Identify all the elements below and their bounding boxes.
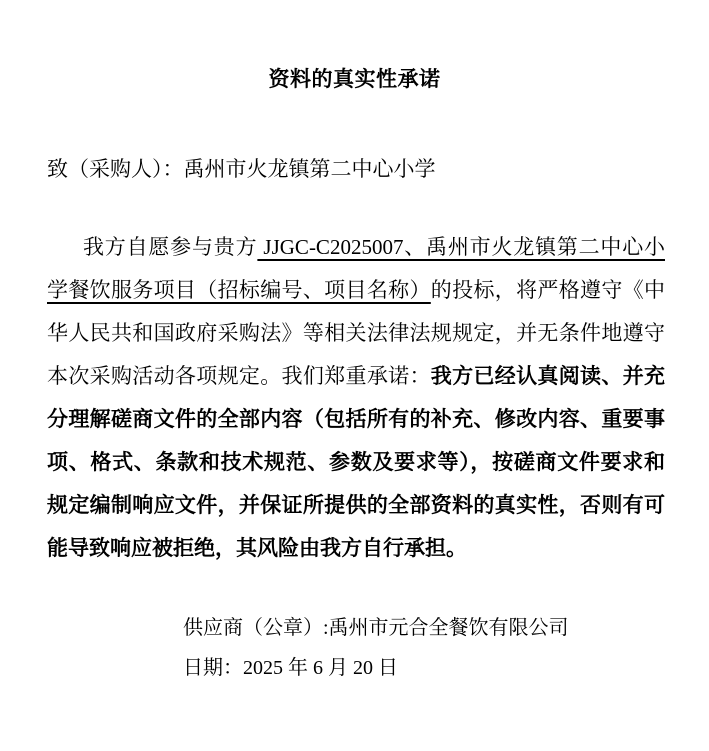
supplier-seal-line: 供应商（公章）:禹州市元合全餐饮有限公司 (183, 617, 569, 639)
commitment-bold-text: 我方已经认真阅读、并充分理解磋商文件的全部内容（包括所有的补充、修改内容、重要事项、格式、条款和技术规范、参数及要求等），按磋商文件要求和规定编制响应文件，并保证所提供的全部资料的真实性，否则有可能导致响应被拒绝，其风险由我方自行承担。 (47, 364, 666, 560)
date-line: 日期：2025 年 6 月 20 日 (183, 657, 398, 679)
commitment-paragraph (47, 226, 665, 570)
project-info-underlined: JJGC-C2025007、禹州市火龙镇第二中心小学餐饮服务项目（招标编号、项目名称） (47, 235, 665, 302)
signature-block (183, 608, 569, 688)
paragraph-middle: 的投标，将严格遵守《中华人民共和国政府采购法》等相关法律法规规定，并无条件地遵守本次采购活动各项规定。我们郑重承诺： (47, 278, 666, 388)
salutation-line: 致（采购人）：禹州市火龙镇第二中心小学 (47, 157, 436, 181)
page-title: 资料的真实性承诺 (268, 67, 441, 91)
paragraph-lead: 我方自愿参与贵方 (83, 235, 258, 259)
